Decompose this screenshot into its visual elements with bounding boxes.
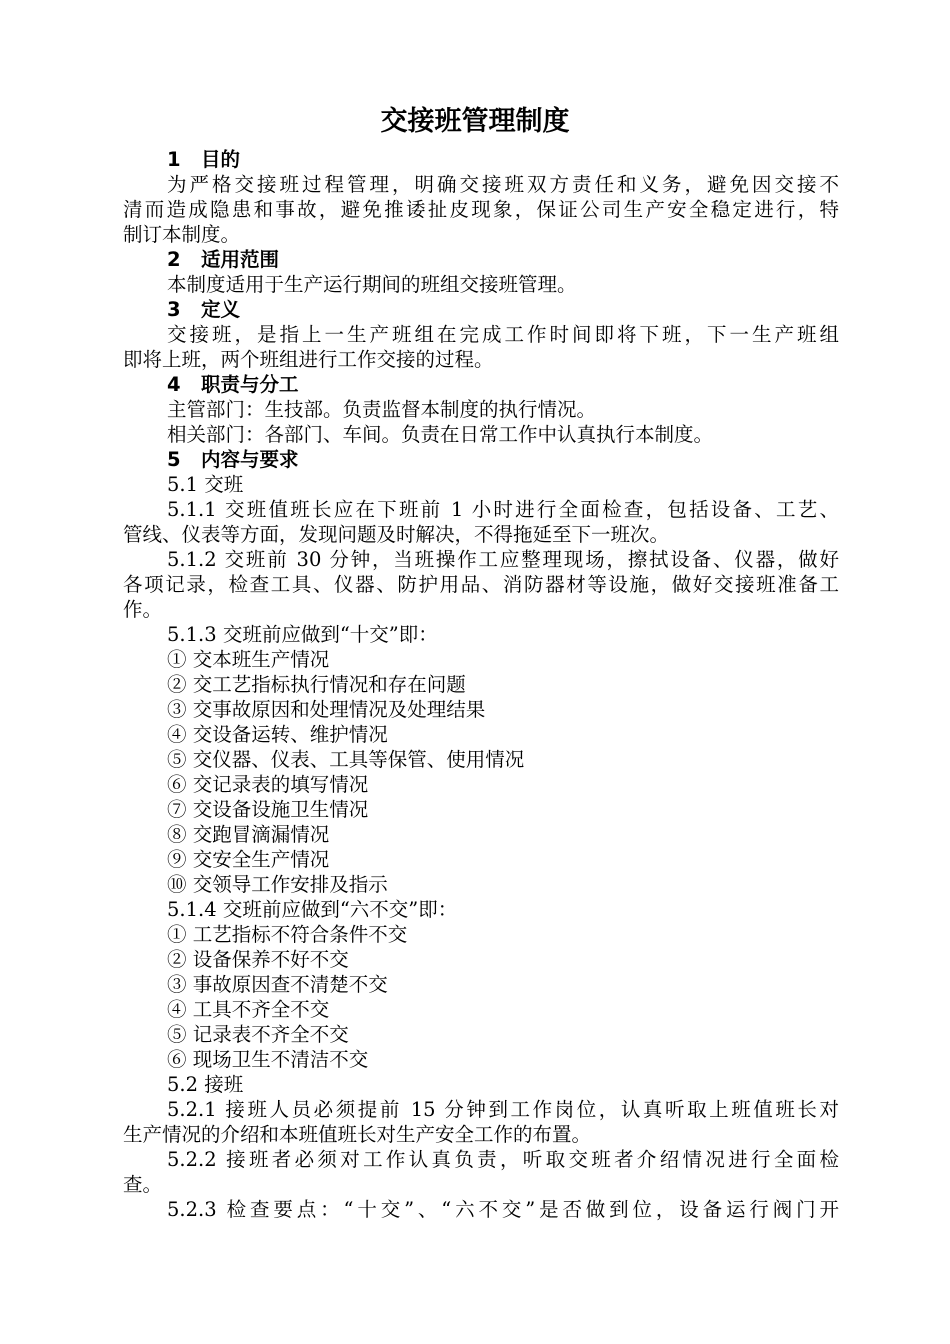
list-item: ⑥ 现场卫生不清洁不交 (167, 1048, 369, 1071)
section-title: 职责与分工 (201, 373, 299, 396)
paragraph-line: 制订本制度。 (123, 223, 241, 246)
list-item: ② 设备保养不好不交 (167, 948, 349, 971)
paragraph-line: 5.2.2 接班者必须对工作认真负责，听取交班者介绍情况进行全面检 (167, 1148, 839, 1171)
list-item: ⑧ 交跑冒滴漏情况 (167, 823, 330, 846)
subsection-heading: 5.2 接班 (167, 1073, 244, 1096)
section-heading-5 (167, 447, 839, 472)
list-item: ⑤ 交仪器、仪表、工具等保管、使用情况 (167, 748, 525, 771)
list-item: ③ 交事故原因和处理情况及处理结果 (167, 698, 486, 721)
paragraph-line: 生产情况的介绍和本班值班长对生产安全工作的布置。 (123, 1123, 592, 1146)
paragraph-line: 作。 (123, 598, 163, 621)
section-heading-4 (167, 372, 839, 397)
list-item: ⑩ 交领导工作安排及指示 (167, 873, 388, 896)
section-number: 3 (167, 298, 181, 321)
subsection-heading: 5.1 交班 (167, 473, 244, 496)
section-number: 1 (167, 148, 181, 171)
list-item: ⑦ 交设备设施卫生情况 (167, 798, 369, 821)
section-title: 内容与要求 (201, 448, 299, 471)
list-item: ④ 交设备运转、维护情况 (167, 723, 388, 746)
section-heading-3 (167, 297, 839, 322)
list-item: ② 交工艺指标执行情况和存在问题 (167, 673, 466, 696)
paragraph-line: 为严格交接班过程管理，明确交接班双方责任和义务，避免因交接不 (167, 173, 839, 196)
list-item: ⑥ 交记录表的填写情况 (167, 773, 369, 796)
paragraph-line: 5.1.4 交班前应做到“六不交”即： (167, 898, 458, 921)
section-title: 适用范围 (201, 248, 280, 271)
section-title: 目的 (201, 148, 241, 171)
paragraph-line: 管线、仪表等方面，发现问题及时解决，不得拖延至下一班次。 (123, 523, 670, 546)
list-item: ① 工艺指标不符合条件不交 (167, 923, 408, 946)
paragraph-line: 交接班，是指上一生产班组在完成工作时间即将下班，下一生产班组 (167, 323, 839, 346)
paragraph-line: 5.2.3 检查要点：“十交”、“六不交”是否做到位，设备运行阀门开 (167, 1198, 839, 1221)
paragraph-line: 清而造成隐患和事故，避免推诿扯皮现象，保证公司生产安全稳定进行，特 (123, 198, 839, 221)
paragraph-line: 查。 (123, 1173, 163, 1196)
section-number: 5 (167, 448, 181, 471)
paragraph-line: 主管部门：生技部。负责监督本制度的执行情况。 (167, 398, 597, 421)
section-heading-1 (167, 147, 839, 172)
paragraph-line: 即将上班，两个班组进行工作交接的过程。 (123, 348, 494, 371)
section-heading-2 (167, 247, 839, 272)
paragraph-line: 相关部门：各部门、车间。负责在日常工作中认真执行本制度。 (167, 423, 714, 446)
document-title: 交接班管理制度 (380, 106, 570, 137)
paragraph-line: 本制度适用于生产运行期间的班组交接班管理。 (167, 273, 577, 296)
paragraph-line: 5.1.2 交班前 30 分钟，当班操作工应整理现场，擦拭设备、仪器，做好 (167, 548, 839, 571)
list-item: ⑨ 交安全生产情况 (167, 848, 330, 871)
paragraph-line: 5.1.3 交班前应做到“十交”即： (167, 623, 438, 646)
list-item: ⑤ 记录表不齐全不交 (167, 1023, 349, 1046)
list-item: ① 交本班生产情况 (167, 648, 330, 671)
section-number: 2 (167, 248, 181, 271)
section-number: 4 (167, 373, 181, 396)
section-title: 定义 (201, 298, 241, 321)
list-item: ④ 工具不齐全不交 (167, 998, 330, 1021)
paragraph-line: 5.2.1 接班人员必须提前 15 分钟到工作岗位，认真听取上班值班长对 (167, 1098, 839, 1121)
list-item: ③ 事故原因查不清楚不交 (167, 973, 388, 996)
paragraph-line: 5.1.1 交班值班长应在下班前 1 小时进行全面检查，包括设备、工艺、 (167, 498, 839, 521)
paragraph-line: 各项记录，检查工具、仪器、防护用品、消防器材等设施，做好交接班准备工 (123, 573, 839, 596)
